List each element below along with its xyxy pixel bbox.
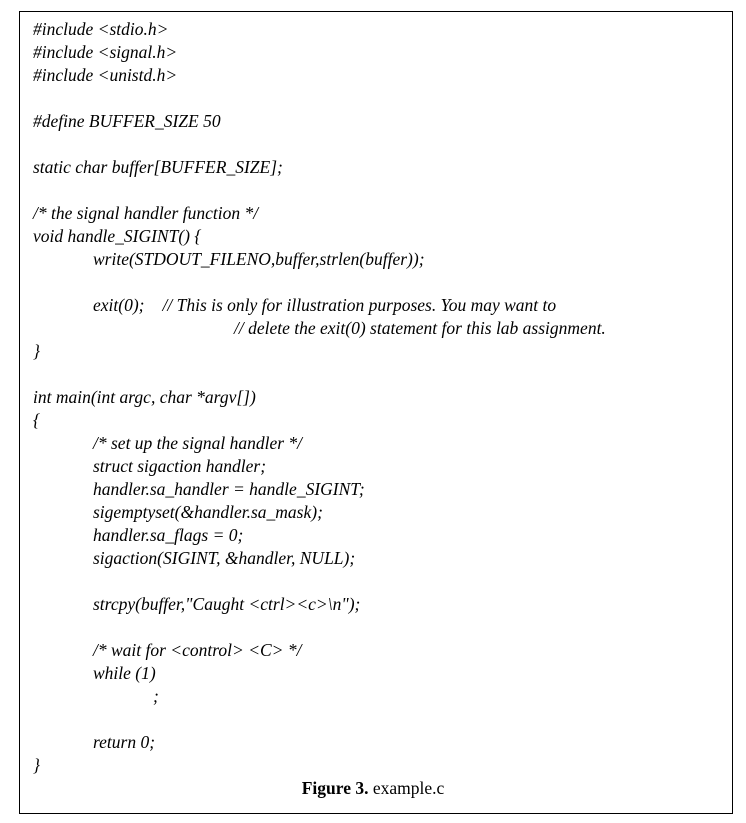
- code-line: [33, 133, 723, 156]
- code-line: /* the signal handler function */: [33, 203, 259, 223]
- code-line: [33, 616, 723, 639]
- figure-label: Figure 3.: [301, 778, 369, 798]
- code-line: sigaction(SIGINT, &handler, NULL);: [93, 548, 356, 568]
- code-line: }: [33, 755, 40, 775]
- code-line: [33, 317, 723, 340]
- code-line: #include <stdio.h>: [33, 19, 169, 39]
- code-line: static char buffer[BUFFER_SIZE];: [33, 157, 283, 177]
- code-line: [33, 179, 723, 202]
- figure-filename: example.c: [372, 778, 445, 798]
- code-line: #include <signal.h>: [33, 42, 178, 62]
- code-line: }: [33, 341, 40, 361]
- code-line: [33, 708, 723, 731]
- code-statement: exit(0);: [93, 295, 145, 315]
- code-line: void handle_SIGINT() {: [33, 226, 202, 246]
- code-line: [33, 87, 723, 110]
- code-comment: // This is only for illustration purposes. You may want to: [162, 295, 557, 315]
- code-line: [33, 294, 723, 317]
- code-line: ;: [153, 686, 159, 706]
- code-listing: [33, 18, 723, 777]
- code-line: struct sigaction handler;: [93, 456, 267, 476]
- code-line: [33, 363, 723, 386]
- code-line: #include <unistd.h>: [33, 65, 178, 85]
- code-line: {: [33, 410, 40, 430]
- code-line: handler.sa_flags = 0;: [93, 525, 244, 545]
- code-line: int main(int argc, char *argv[]): [33, 387, 256, 407]
- code-line: write(STDOUT_FILENO,buffer,strlen(buffer));: [93, 249, 425, 269]
- code-line: return 0;: [93, 732, 156, 752]
- code-line: handler.sa_handler = handle_SIGINT;: [93, 479, 365, 499]
- code-line: /* set up the signal handler */: [93, 433, 303, 453]
- code-line: [33, 570, 723, 593]
- code-line: #define BUFFER_SIZE 50: [33, 111, 221, 131]
- figure-caption: [0, 777, 746, 800]
- code-line: [33, 271, 723, 294]
- code-line: /* wait for <control> <C> */: [93, 640, 302, 660]
- code-comment: // delete the exit(0) statement for this lab assignment.: [234, 318, 606, 338]
- code-line: sigemptyset(&handler.sa_mask);: [93, 502, 323, 522]
- code-line: strcpy(buffer,"Caught <ctrl><c>\n");: [93, 594, 361, 614]
- code-line: while (1): [93, 663, 156, 683]
